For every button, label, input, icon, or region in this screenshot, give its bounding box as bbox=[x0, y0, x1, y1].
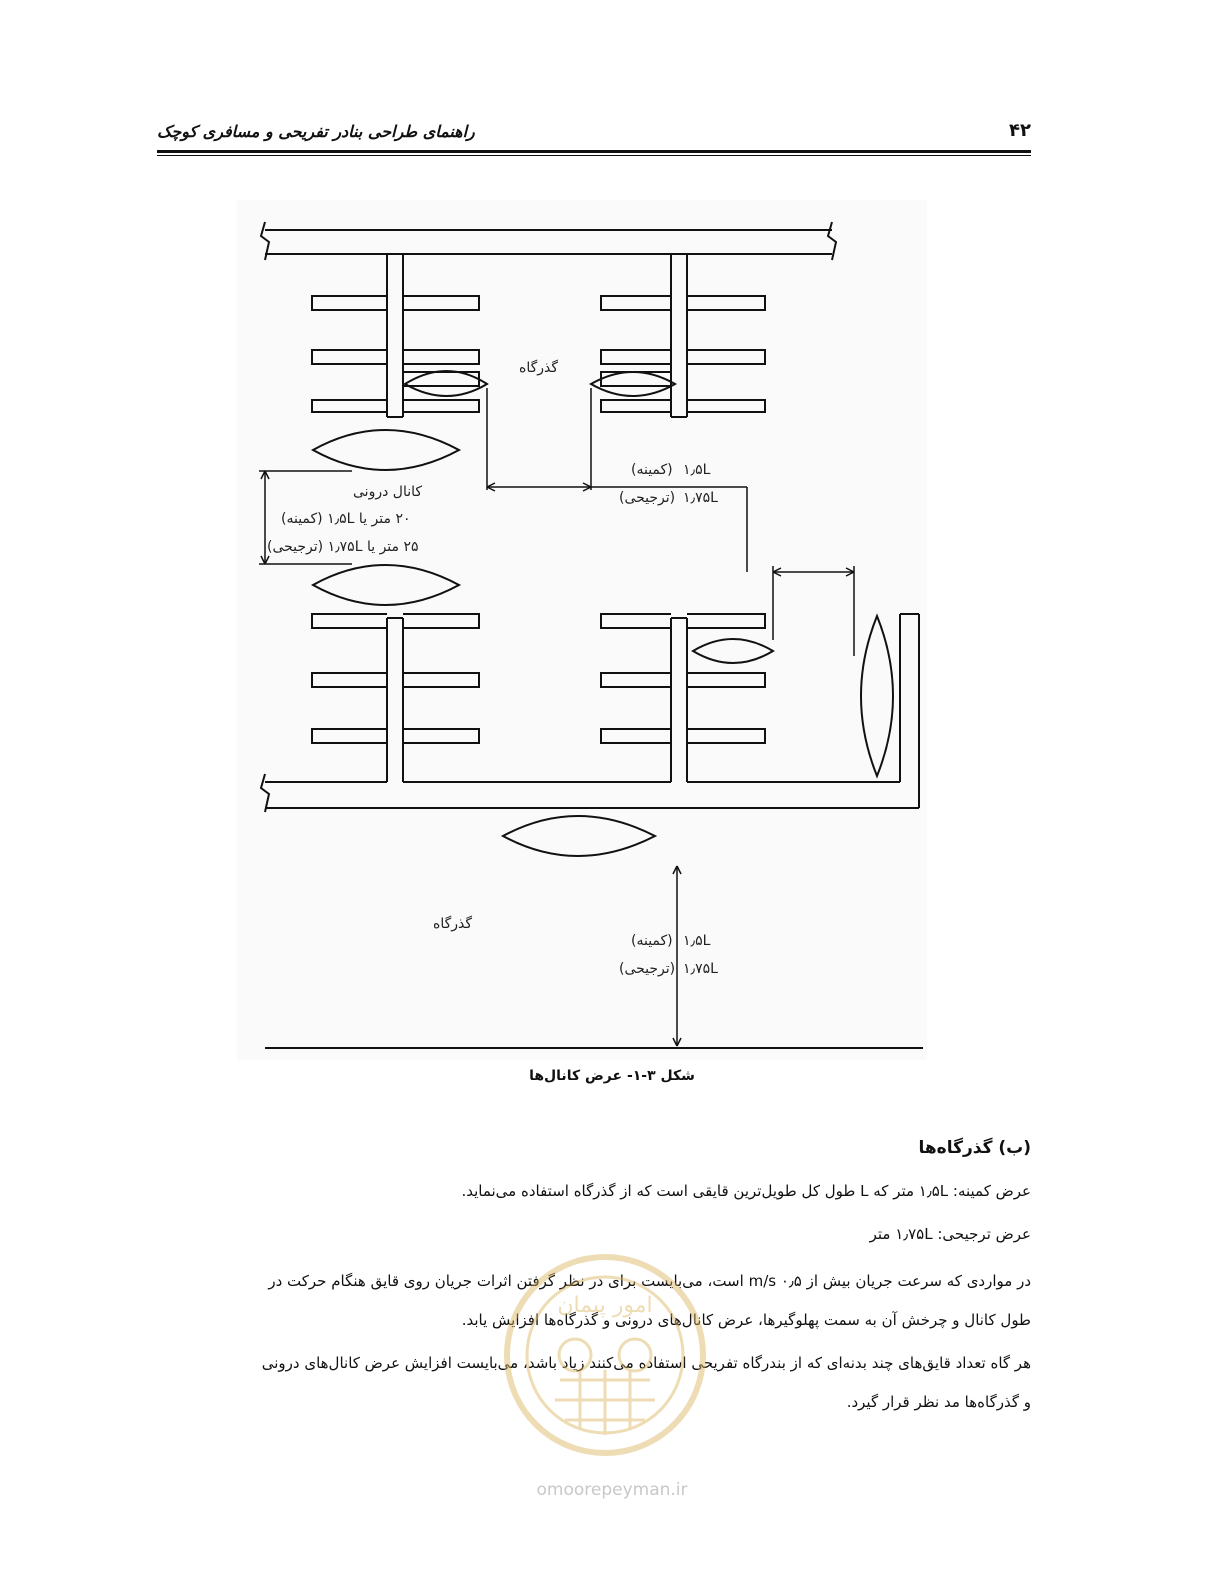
boat-top-left-berth bbox=[405, 371, 487, 396]
running-title-text: راهنمای طراحی بنادر تفریحی و مسافری کوچک bbox=[157, 122, 475, 141]
label-pref-top-value: ۱٫۷۵L bbox=[683, 490, 718, 506]
preferred-width-line: عرض ترجیحی: ۱٫۷۵L متر bbox=[869, 1225, 1031, 1243]
footer-website: omoorepeyman.ir bbox=[536, 1480, 688, 1500]
label-min-top-value: ۱٫۵L bbox=[683, 462, 711, 478]
boat-right-wall bbox=[861, 616, 893, 776]
top-main-pier bbox=[261, 222, 836, 260]
label-passage-bottom: گذرگاه bbox=[433, 916, 473, 932]
watermark-seal bbox=[500, 1250, 710, 1460]
paragraph-1-line-1: در مواردی که سرعت جریان بیش از ۰٫۵ m/s است، می‌بایست برای در نظر گرفتن اثرات جریان روی قایق هنگام حرکت در bbox=[268, 1272, 1031, 1290]
boat-inner-channel-top bbox=[313, 430, 459, 470]
label-min-bottom-value: ۱٫۵L bbox=[683, 933, 711, 949]
section-heading: (ب) گذرگاه‌ها bbox=[918, 1138, 1031, 1158]
seal-text: امور پیمان bbox=[557, 1293, 653, 1318]
label-inner-line2: ۲۵ متر یا ۱٫۷۵L (ترجیحی) bbox=[267, 539, 419, 555]
page-header bbox=[157, 112, 1031, 152]
label-inner-channel: کانال درونی bbox=[353, 484, 423, 500]
page-number: ۴۲ bbox=[1009, 120, 1031, 141]
top-left-finger-pier bbox=[312, 254, 479, 417]
channel-diagram bbox=[237, 200, 927, 1060]
header-rule-thick bbox=[157, 150, 1031, 153]
label-pref-bottom: (ترجیحی) bbox=[619, 961, 676, 977]
bottom-passage-dimension bbox=[673, 866, 681, 1046]
label-pref-top: (ترجیحی) bbox=[619, 490, 676, 506]
boat-inner-channel-bottom bbox=[313, 565, 459, 605]
paragraph-2-line-2: و گذرگاه‌ها مد نظر قرار گیرد. bbox=[846, 1393, 1031, 1411]
paragraph-2-line-1: هر گاه تعداد قایق‌های چند بدنه‌ای که از بندرگاه تفریحی استفاده می‌کنند زیاد باشد، می‌بایست افزایش عرض کانال‌های درونی bbox=[261, 1354, 1031, 1372]
boat-bottom-right-berth bbox=[693, 639, 773, 663]
boat-top-right-berth bbox=[591, 372, 675, 396]
bottom-left-finger-pier bbox=[312, 614, 479, 782]
label-inner-line1: ۲۰ متر یا ۱٫۵L (کمینه) bbox=[281, 511, 411, 527]
label-passage-top: گذرگاه bbox=[519, 360, 559, 376]
label-min-top: (کمینه) bbox=[631, 462, 673, 478]
bottom-main-pier bbox=[261, 614, 919, 812]
header-rule-thin bbox=[157, 155, 1031, 156]
top-passage-dimension bbox=[487, 388, 747, 572]
label-pref-bottom-value: ۱٫۷۵L bbox=[683, 961, 718, 977]
seal-icon bbox=[500, 1250, 710, 1460]
min-width-line: عرض کمینه: ۱٫۵L متر که L طول کل طویل‌ترین قایقی است که از گذرگاه استفاده می‌نماید. bbox=[461, 1182, 1031, 1200]
right-channel-dimension bbox=[773, 566, 854, 656]
paragraph-1-line-2: طول کانال و چرخش آن به سمت پهلوگیرها، عرض کانال‌های درونی و گذرگاه‌ها افزایش یابد. bbox=[461, 1311, 1031, 1329]
top-right-finger-pier bbox=[601, 254, 765, 417]
figure-caption: شکل ۳-۱- عرض کانال‌ها bbox=[529, 1068, 695, 1084]
channel-width-figure bbox=[237, 200, 927, 1060]
label-min-bottom: (کمینه) bbox=[631, 933, 673, 949]
boat-bottom-passage bbox=[503, 816, 655, 856]
